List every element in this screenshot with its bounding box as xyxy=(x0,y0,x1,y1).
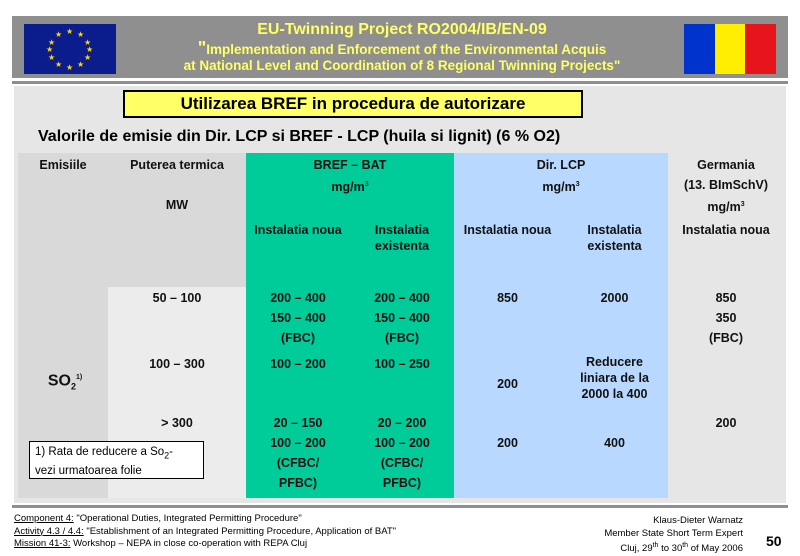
bref-existenta-cell: 150 – 400 xyxy=(374,311,430,325)
header-divider xyxy=(12,81,788,84)
germania-cell: (FBC) xyxy=(708,331,743,345)
header-bref-existenta: Instalatia existenta xyxy=(374,223,430,253)
so2-label: $SO_2^{1)}$ xyxy=(47,372,83,392)
project-title: EU-Twinning Project RO2004/IB/EN-09 xyxy=(257,21,547,38)
header-germania-unit: $mg/m^3$ xyxy=(707,200,745,215)
footer-divider xyxy=(12,505,788,508)
bref-noua-cell: 150 – 400 xyxy=(270,311,326,325)
page-number: 50 xyxy=(766,533,782,549)
germania-cell: 350 xyxy=(715,311,737,325)
germania-cell: 850 xyxy=(715,291,737,305)
bref-noua-cell: 100 – 200 xyxy=(270,357,326,371)
header-lcp-unit: $mg/m^3$ xyxy=(542,180,580,195)
range-50-100: 50 – 100 xyxy=(152,291,202,305)
bref-existenta-cell: 100 – 250 xyxy=(374,357,430,371)
header-putere: Puterea termica xyxy=(130,158,224,172)
range-100-300: 100 – 300 xyxy=(149,357,205,371)
project-subtitle: "Implementation and Enforcement of the Environmental Acquis at National Level and Coordination of 8 Regional Twinning Projects" xyxy=(183,38,621,73)
header-germania-noua: Instalatia noua xyxy=(682,223,770,237)
bref-existenta-cell: 200 – 400 xyxy=(374,291,430,305)
bref-noua-cell: 200 – 400 xyxy=(270,291,326,305)
lcp-existenta-cell: 2000 la 400 xyxy=(581,387,648,401)
bref-existenta-cell: (CFBC/ xyxy=(380,456,424,470)
lcp-existenta-cell: 400 xyxy=(604,436,625,450)
range-300: > 300 xyxy=(161,416,193,430)
bref-noua-cell: (FBC) xyxy=(280,331,315,345)
footer-left: Component 4: "Operational Duties, Integrated Permitting Procedure" Activity 4.3 / 4.4: "Establishment of an Integrated Permitting Procedure, Application of BAT" Mission 41-3: Workshop – NEPA in close co-operation with REPA Cluj xyxy=(14,513,397,549)
bref-noua-cell: 20 – 150 xyxy=(273,416,323,430)
lcp-noua-cell: 200 xyxy=(497,377,518,391)
lcp-noua-cell: 850 xyxy=(497,291,518,305)
footer-right: Klaus-Dieter Warnatz Member State Short Term Expert Cluj, 29th to 30th of May 2006 xyxy=(604,515,743,555)
header-germania: Germania xyxy=(697,158,755,172)
footnote-box: 1) Rata de reducere a $So_2-$ vezi urmatoarea folie xyxy=(29,441,204,479)
romania-flag-icon xyxy=(684,24,776,74)
header-bref-unit: $mg/m^3$ xyxy=(331,180,369,195)
header-lcp-existenta: Instalatia existenta xyxy=(587,223,642,253)
lcp-noua-cell: 200 xyxy=(497,436,518,450)
header-germania-sub: (13. BImSchV) xyxy=(683,178,769,192)
header-bref: BREF – BAT xyxy=(313,158,387,172)
lcp-existenta-cell: Reducere xyxy=(586,355,643,369)
header-mw: MW xyxy=(165,198,189,212)
header-emisiile: Emisiile xyxy=(39,158,87,172)
bref-noua-cell: 100 – 200 xyxy=(270,436,326,450)
bref-noua-cell: (CFBC/ xyxy=(276,456,320,470)
header-bref-noua: Instalatia noua xyxy=(254,223,342,237)
eu-flag-icon: ★ ★ ★ ★ ★ ★ ★ ★ ★ ★ ★ ★ xyxy=(24,24,116,74)
lcp-existenta-cell: liniara de la xyxy=(580,371,649,385)
bref-noua-cell: PFBC) xyxy=(278,476,318,490)
slide-subtitle: Valorile de emisie din Dir. LCP si BREF - LCP (huila si lignit) (6 % O2) xyxy=(38,128,561,145)
header-banner xyxy=(12,16,788,78)
bref-existenta-cell: PFBC) xyxy=(382,476,422,490)
header-lcp-noua: Instalatia noua xyxy=(463,223,552,237)
bref-existenta-cell: 20 – 200 xyxy=(377,416,427,430)
header-lcp: Dir. LCP xyxy=(536,158,586,172)
lcp-existenta-cell: 2000 xyxy=(600,291,629,305)
bref-existenta-cell: 100 – 200 xyxy=(374,436,430,450)
bref-existenta-cell: (FBC) xyxy=(384,331,419,345)
slide-title: Utilizarea BREF in procedura de autorizare xyxy=(123,90,583,118)
germania-cell: 200 xyxy=(715,416,737,430)
